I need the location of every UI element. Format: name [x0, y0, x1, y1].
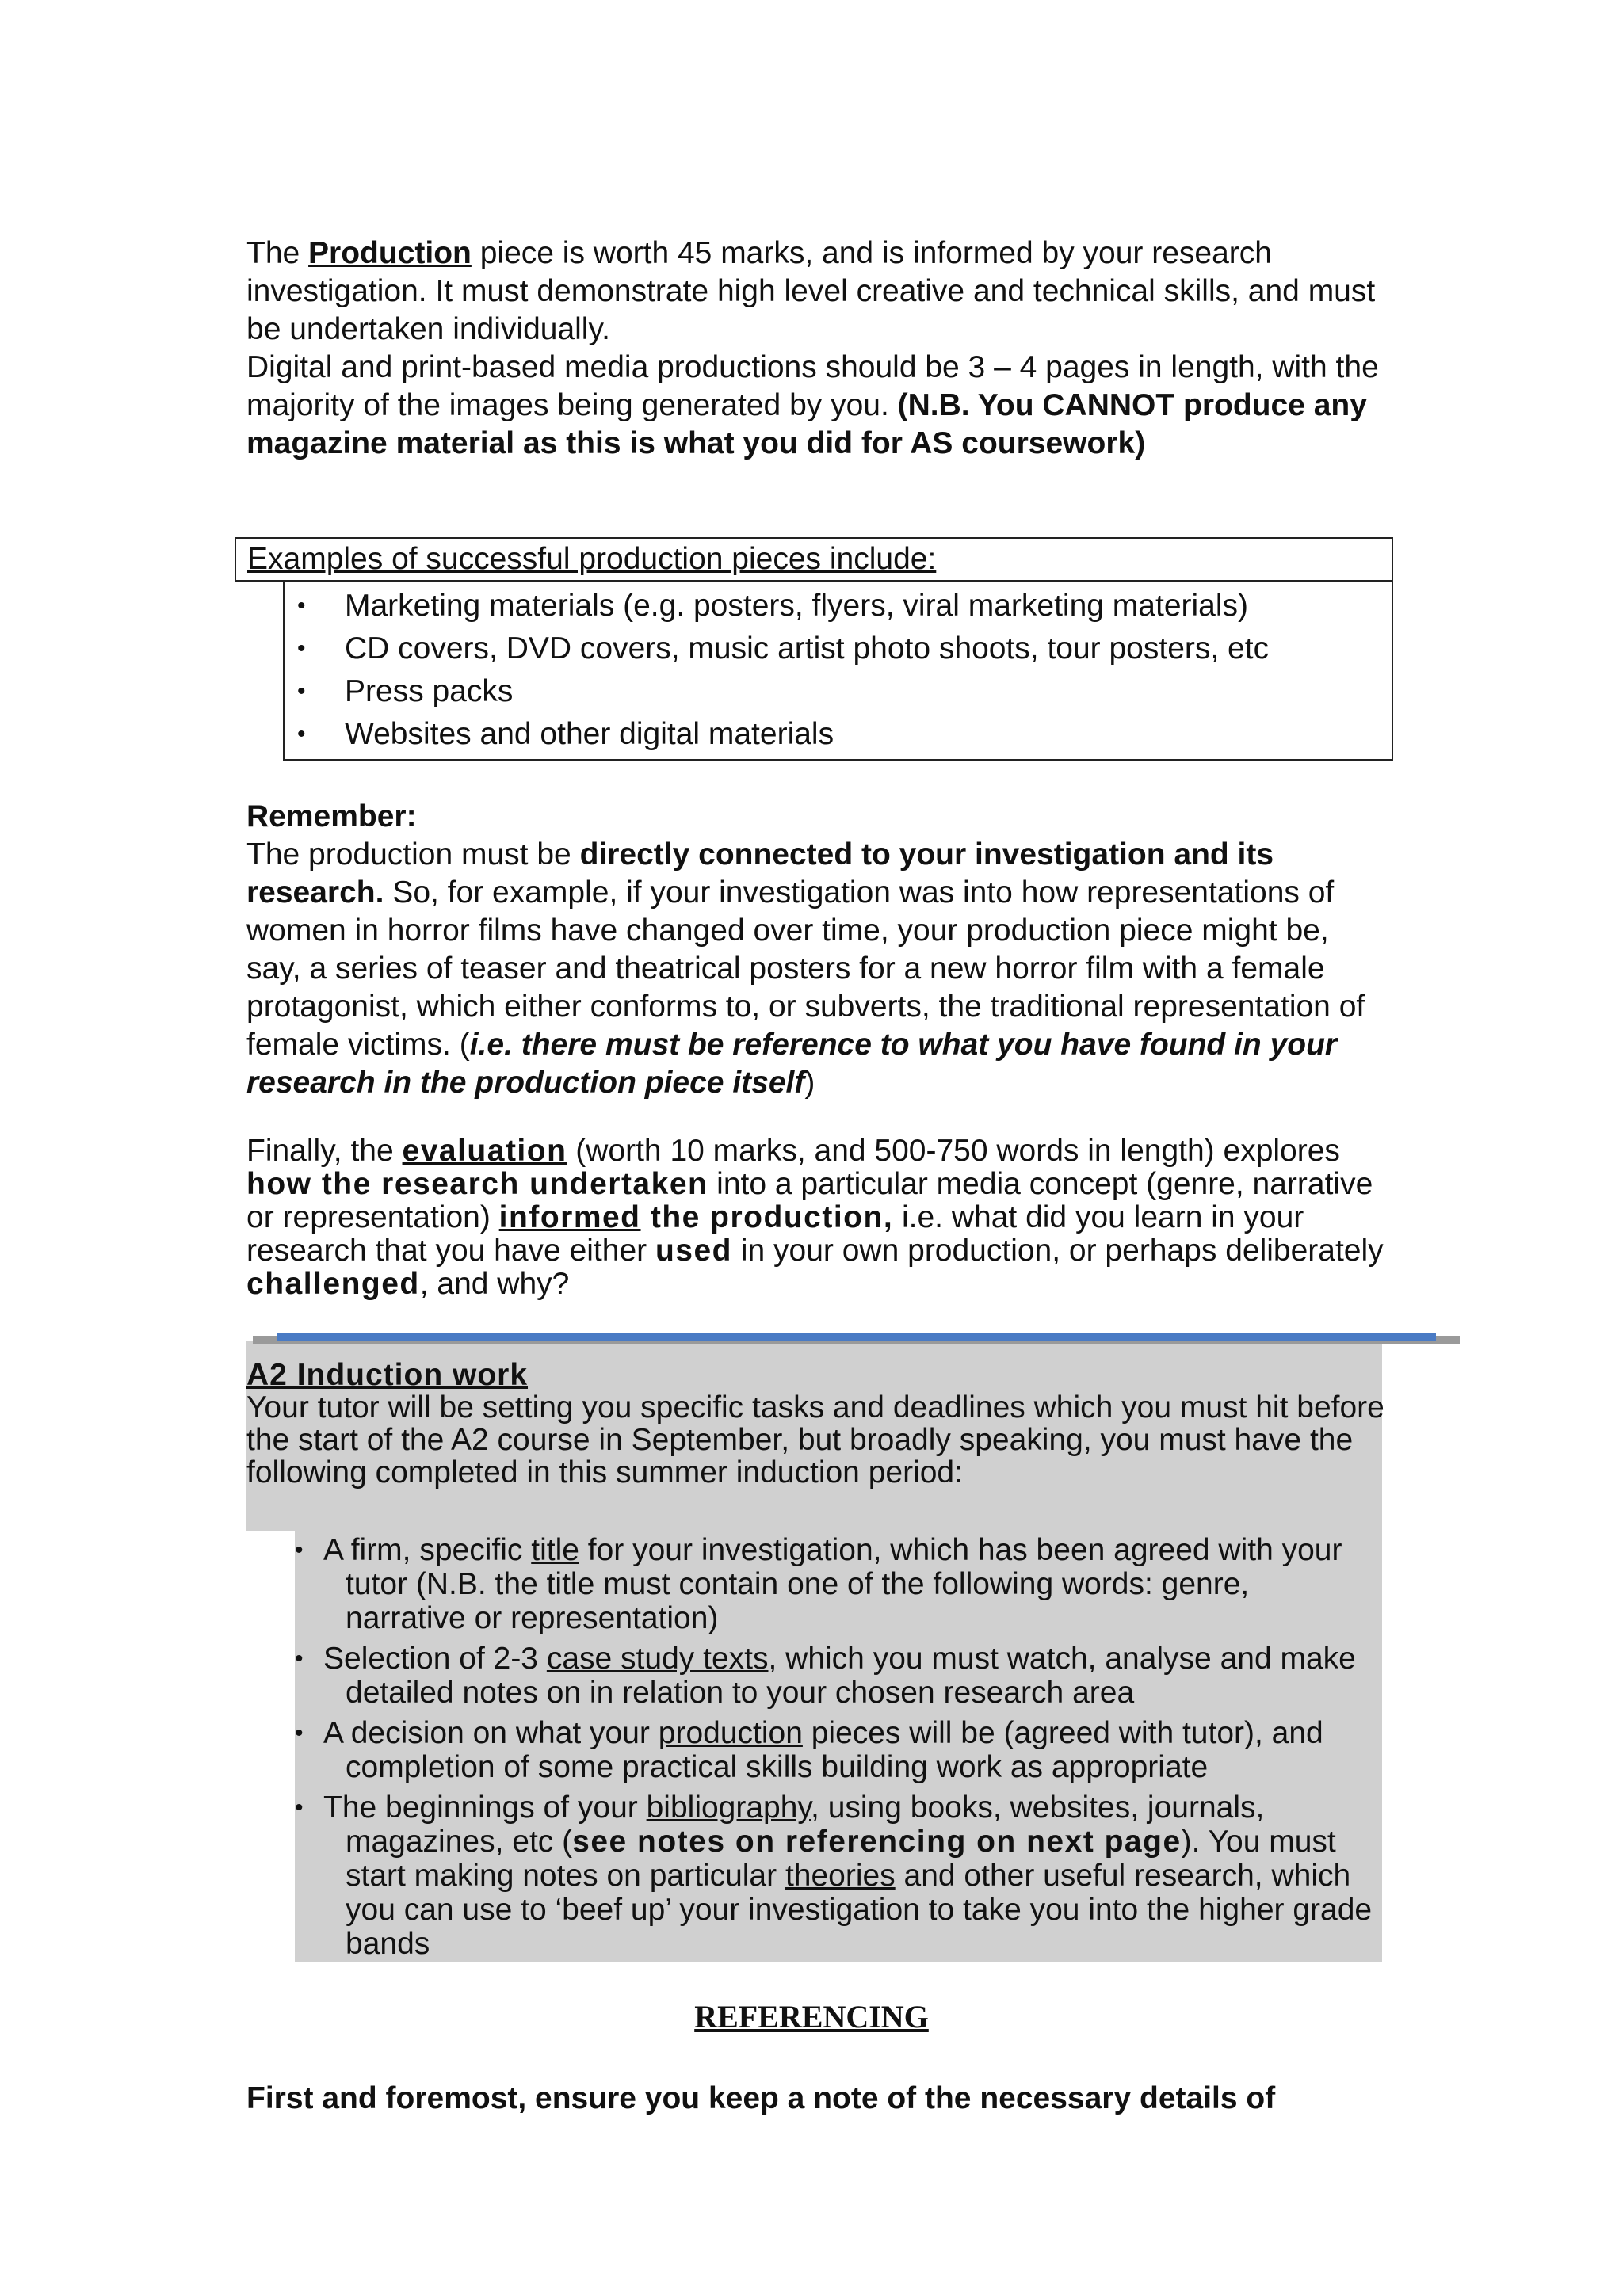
list-item — [295, 1791, 1382, 1961]
list-item-text: Marketing materials (e.g. posters, flyers, viral marketing materials) — [345, 589, 1249, 623]
text: The beginnings of your — [323, 1791, 647, 1825]
list-item-text: CD covers, DVD covers, music artist photo shoots, tour posters, etc — [345, 631, 1270, 666]
examples-heading-box — [235, 537, 1393, 582]
text: into a particular media concept (genre, narrative or representation) — [246, 1167, 1373, 1234]
text-bold: the production, — [640, 1200, 894, 1234]
text-underlined: title — [531, 1533, 579, 1567]
text-bold: how the research undertaken — [246, 1167, 708, 1201]
text-bold: used — [655, 1234, 733, 1268]
examples-heading: Examples of successful production pieces include: — [247, 542, 937, 576]
evaluation-paragraph — [246, 1135, 1388, 1301]
text: So, for example, if your investigation was into how representations of women in horror films have changed over time, your production piece might be, say, a series of teaser and theatrical posters for a new horror film with a female protagonist, which either conforms to, or subverts, the traditional representation of female victims. ( — [246, 875, 1365, 1062]
text: pieces will be (agreed with tutor), and completion of some practical skills building work as appropriate — [346, 1716, 1323, 1784]
bullet-icon: • — [295, 1794, 304, 1821]
list-item — [295, 1716, 1382, 1784]
text: The production must be — [246, 837, 580, 871]
referencing-first-line: First and foremost, ensure you keep a note of the necessary details of — [246, 2081, 1276, 2115]
bullet-icon: • — [295, 1720, 304, 1746]
text: Selection of 2-3 — [323, 1642, 547, 1676]
text: A firm, specific — [323, 1533, 532, 1567]
text: for your investigation, which has been agreed with your tutor (N.B. the title must contain one of the following words: genre, narrative or representation) — [346, 1533, 1342, 1635]
list-item — [285, 670, 1392, 713]
text: A decision on what your — [323, 1716, 659, 1750]
text: i.e. what did you learn in your research that you have either — [246, 1200, 1304, 1268]
remember-heading: Remember: — [246, 799, 417, 833]
list-item — [285, 585, 1392, 627]
bullet-icon: • — [295, 1646, 304, 1672]
text-bold: see notes on referencing on next page — [572, 1825, 1182, 1859]
divider-bar — [277, 1333, 1436, 1341]
bullet-icon: • — [297, 593, 306, 619]
production-keyword: Production — [308, 236, 472, 270]
text-underlined: case study texts — [546, 1642, 769, 1676]
text: , and why? — [419, 1267, 570, 1301]
list-item-text: Press packs — [345, 674, 514, 708]
nb-note: (N.B. You CANNOT produce any magazine material as this is what you did for AS coursework) — [246, 388, 1367, 460]
text-bold: directly connected to your investigation and its research. — [246, 837, 1274, 910]
text: , which you must watch, analyse and make detailed notes on in relation to your chosen research area — [346, 1642, 1356, 1710]
list-item — [285, 713, 1392, 756]
text: in your own production, or perhaps deliberately — [732, 1234, 1384, 1268]
text: Your tutor will be setting you specific tasks and deadlines which you must hit before the start of the A2 course in September, but broadly speaking, you must have the following completed in this summer induction period: — [246, 1390, 1384, 1489]
production-paragraph — [246, 235, 1388, 463]
text-bold-underlined: informed — [498, 1200, 641, 1234]
text-underlined: production — [658, 1716, 803, 1750]
text: and other useful research, which you can use to ‘beef up’ your investigation to take you into the higher grade bands — [346, 1859, 1373, 1961]
list-item — [295, 1533, 1382, 1635]
text-bold-italic: i.e. there must be reference to what you have found in your research in the production piece itself — [246, 1028, 1338, 1100]
text: ) — [804, 1066, 815, 1100]
text-underlined: bibliography — [646, 1791, 812, 1825]
induction-title: A2 Induction work — [246, 1358, 529, 1392]
text: (worth 10 marks, and 500-750 words in length) explores — [567, 1134, 1340, 1168]
text: , using books, websites, journals, magazines, etc ( — [346, 1791, 1265, 1859]
bullet-icon: • — [297, 721, 306, 747]
bullet-icon: • — [297, 678, 306, 704]
text: Digital and print-based media productions should be 3 – 4 pages in length, with the majority of the images being generated by you. — [246, 350, 1379, 422]
text: Finally, the — [246, 1134, 403, 1168]
induction-intro — [246, 1359, 1388, 1489]
evaluation-keyword: evaluation — [402, 1134, 567, 1168]
referencing-heading: REFERENCING — [694, 1999, 929, 2035]
text-underlined: theories — [785, 1859, 896, 1893]
bullet-icon: • — [295, 1537, 304, 1563]
induction-list — [295, 1533, 1382, 1967]
list-item-text: Websites and other digital materials — [345, 717, 834, 751]
list-item — [295, 1642, 1382, 1710]
remember-paragraph — [246, 798, 1388, 1102]
examples-list — [283, 582, 1393, 761]
text-bold: challenged — [246, 1267, 420, 1301]
bullet-icon: • — [297, 635, 306, 662]
text: The — [246, 236, 309, 270]
text: ). You must start making notes on particular — [346, 1825, 1336, 1893]
text: piece is worth 45 marks, and is informed by your research investigation. It must demonstrate high level creative and technical skills, and must be undertaken individually. — [246, 236, 1376, 346]
list-item — [285, 627, 1392, 670]
